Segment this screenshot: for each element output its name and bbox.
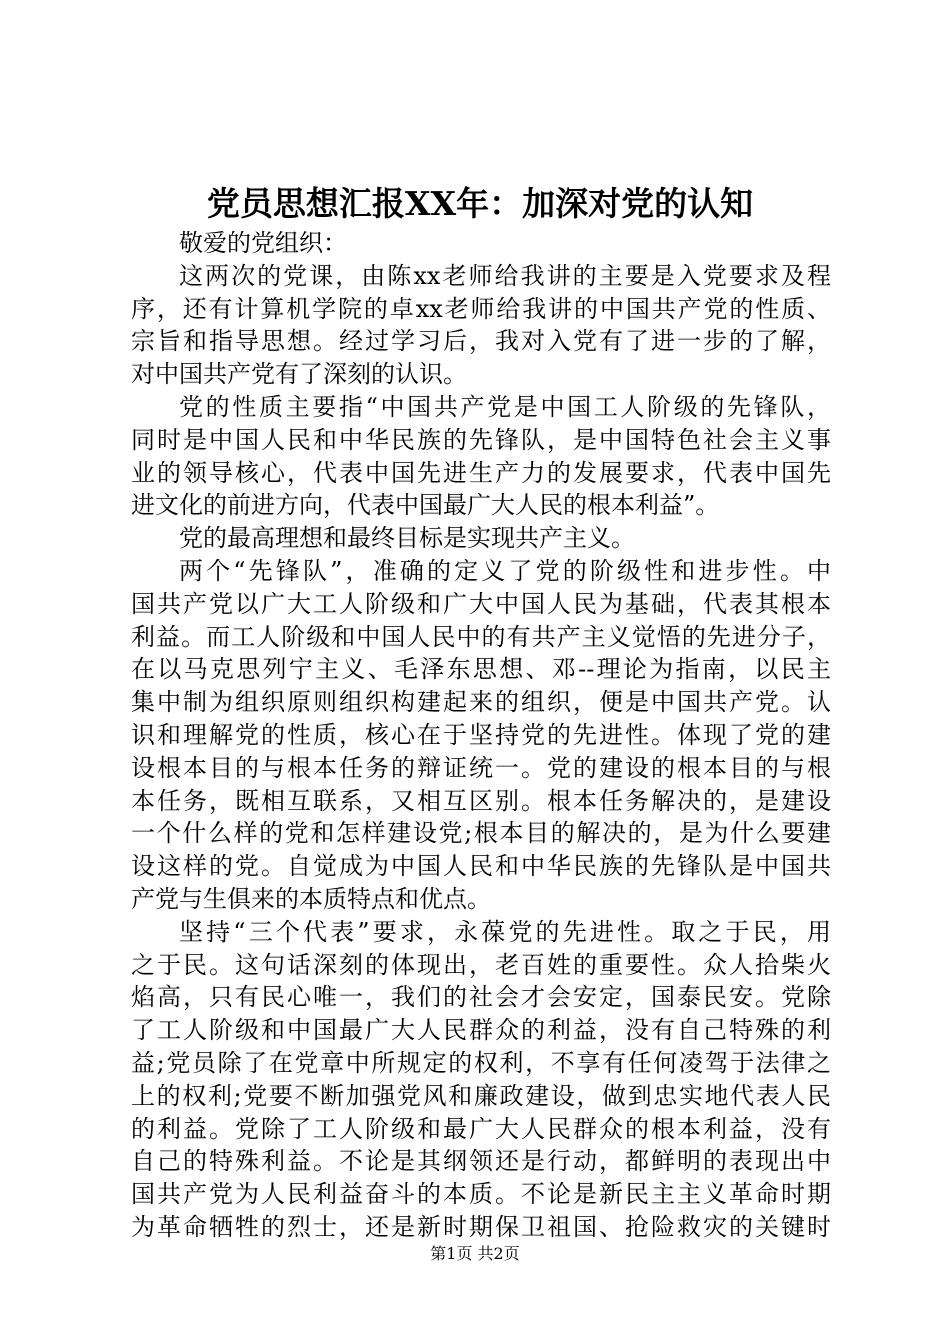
document-body [131,227,831,1244]
text-line: 集中制为组织原则组织构建起来的组织，便是中国共产党。认 [131,688,831,717]
text-line: 一个什么样的党和怎样建设党;根本目的解决的，是为什么要建 [131,819,831,848]
text-line: 对中国共产党有了深刻的认识。 [131,360,467,389]
text-line: 焰高，只有民心唯一，我们的社会才会安定，国泰民安。党除 [131,983,831,1012]
text-line: 上的权利;党要不断加强党风和廉政建设，做到忠实地代表人民 [131,1081,831,1110]
text-line: 设这样的党。自觉成为中国人民和中华民族的先锋队是中国共 [131,852,831,881]
text-line: 之于民。这句话深刻的体现出，老百姓的重要性。众人拾柴火 [131,950,831,979]
text-line: 党的最高理想和最终目标是实现共产主义。 [179,524,635,553]
text-line: 国共产党为人民利益奋斗的本质。不论是新民主主义革命时期 [131,1180,831,1209]
text-line: 国共产党以广大工人阶级和广大中国人民为基础，代表其根本 [131,589,831,618]
text-line: 在以马克思列宁主义、毛泽东思想、邓--理论为指南，以民主 [131,655,831,684]
text-line: 设根本目的与根本任务的辩证统一。党的建设的根本目的与根 [131,753,831,782]
text-line: 这两次的党课，由陈xx老师给我讲的主要是入党要求及程 [179,261,831,290]
text-line: 同时是中国人民和中华民族的先锋队，是中国特色社会主义事 [131,425,831,454]
document-title: 党员思想汇报XX年：加深对党的认知 [206,184,754,223]
text-line: 党的性质主要指“中国共产党是中国工人阶级的先锋队， [179,392,831,421]
text-line: 序，还有计算机学院的卓xx老师给我讲的中国共产党的性质、 [131,294,831,323]
text-line: 识和理解党的性质，核心在于坚持党的先进性。体现了党的建 [131,720,831,749]
text-line: 业的领导核心，代表中国先进生产力的发展要求，代表中国先 [131,458,831,487]
text-line: 宗旨和指导思想。经过学习后，我对入党有了进一步的了解， [131,327,831,356]
text-line: 益;党员除了在党章中所规定的权利，不享有任何凌驾于法律之 [131,1048,831,1077]
text-line: 为革命牺牲的烈士，还是新时期保卫祖国、抢险救灾的关键时 [131,1212,831,1241]
text-line: 敬爱的党组织： [179,229,347,257]
text-line: 两个“先锋队”，准确的定义了党的阶级性和进步性。中 [179,556,831,585]
text-line: 自己的特殊利益。不论是其纲领还是行动，都鲜明的表现出中 [131,1147,831,1176]
text-line: 产党与生俱来的本质特点和优点。 [131,884,491,913]
page-footer: 第1页 共2页 [430,1244,520,1263]
text-line: 的利益。党除了工人阶级和最广大人民群众的根本利益，没有 [131,1114,831,1143]
text-line: 本任务，既相互联系，又相互区别。根本任务解决的，是建设 [131,786,831,815]
text-line: 了工人阶级和中国最广大人民群众的利益，没有自己特殊的利 [131,1016,831,1045]
text-line: 利益。而工人阶级和中国人民中的有共产主义觉悟的先进分子， [131,622,831,651]
text-line: 坚持“三个代表”要求，永葆党的先进性。取之于民，用 [179,917,831,946]
text-line: 进文化的前进方向，代表中国最广大人民的根本利益”。 [131,491,720,520]
